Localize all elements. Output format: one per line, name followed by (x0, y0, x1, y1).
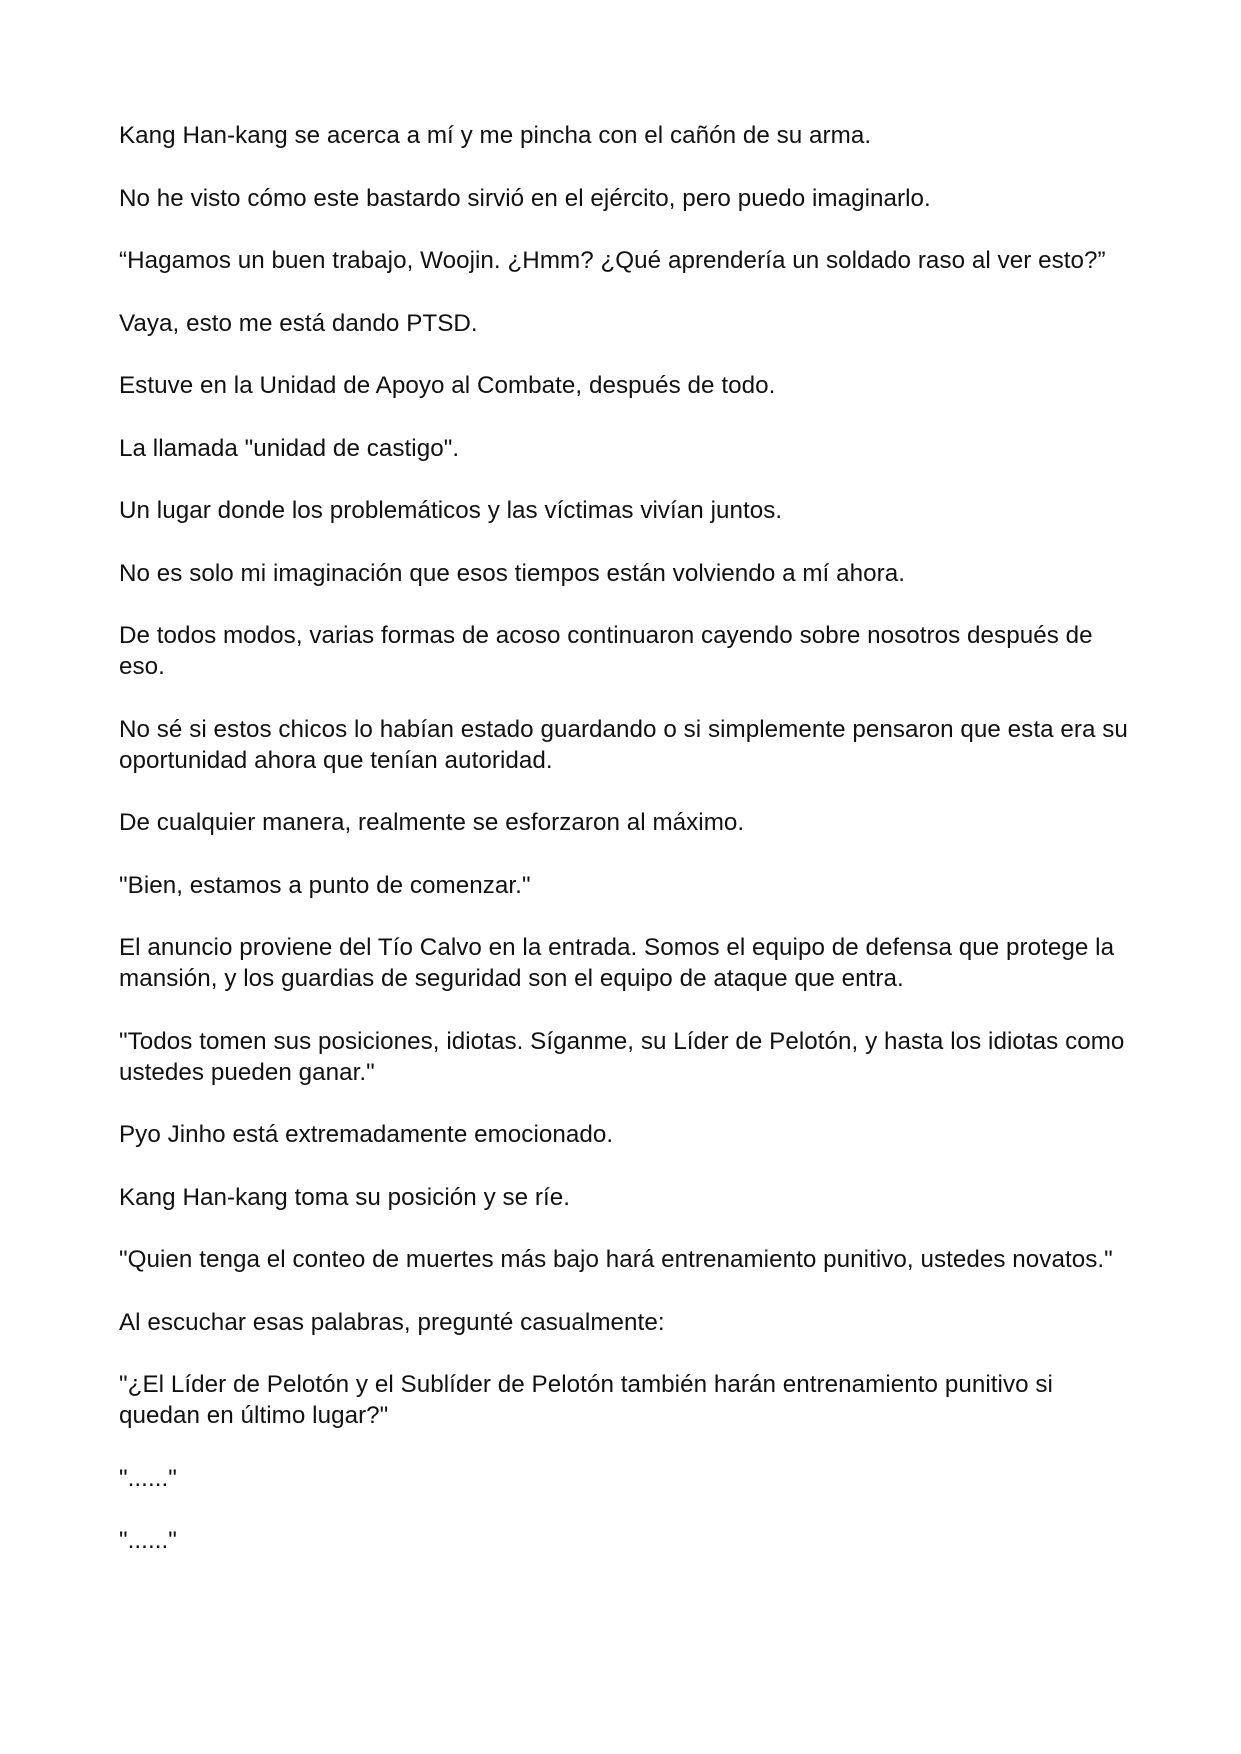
paragraph: Kang Han-kang se acerca a mí y me pincha con el cañón de su arma. (119, 122, 872, 149)
paragraph: No he visto cómo este bastardo sirvió en el ejército, pero puedo imaginarlo. (119, 184, 931, 212)
document-body (119, 120, 1129, 1588)
paragraph: Kang Han-kang toma su posición y se ríe. (119, 1183, 571, 1211)
paragraph: La llamada "unidad de castigo". (119, 434, 460, 462)
paragraph: De todos modos, varias formas de acoso continuaron cayendo sobre nosotros después de eso. (119, 622, 1093, 680)
paragraph: No es solo mi imaginación que esos tiempos están volviendo a mí ahora. (119, 559, 905, 587)
paragraph: Estuve en la Unidad de Apoyo al Combate, después de todo. (119, 372, 776, 399)
paragraph: "¿El Líder de Pelotón y el Sublíder de Pelotón también harán entrenamiento punitivo si quedan en último lugar?" (119, 1371, 1053, 1429)
paragraph: "......" (119, 1464, 177, 1492)
paragraph: No sé si estos chicos lo habían estado guardando o si simplemente pensaron que esta era su oportunidad ahora que tenían autoridad. (119, 715, 1128, 774)
paragraph: De cualquier manera, realmente se esforzaron al máximo. (119, 809, 745, 836)
paragraph: "......" (119, 1527, 177, 1554)
paragraph: El anuncio proviene del Tío Calvo en la entrada. Somos el equipo de defensa que protege la mansión, y los guardias de seguridad son el equipo de ataque que entra. (119, 934, 1115, 992)
paragraph: Un lugar donde los problemáticos y las víctimas vivían juntos. (119, 497, 783, 524)
paragraph: “Hagamos un buen trabajo, Woojin. ¿Hmm? ¿Qué aprendería un soldado raso al ver esto?” (119, 247, 1106, 274)
paragraph: Vaya, esto me está dando PTSD. (119, 309, 478, 337)
paragraph: "Todos tomen sus posiciones, idiotas. Síganme, su Líder de Pelotón, y hasta los idiotas como ustedes pueden ganar." (119, 1027, 1125, 1086)
paragraph: Pyo Jinho está extremadamente emocionado. (119, 1121, 614, 1148)
paragraph: "Quien tenga el conteo de muertes más bajo hará entrenamiento punitivo, ustedes novatos." (119, 1246, 1113, 1273)
paragraph: "Bien, estamos a punto de comenzar." (119, 871, 531, 899)
paragraph: Al escuchar esas palabras, pregunté casualmente: (119, 1308, 665, 1336)
